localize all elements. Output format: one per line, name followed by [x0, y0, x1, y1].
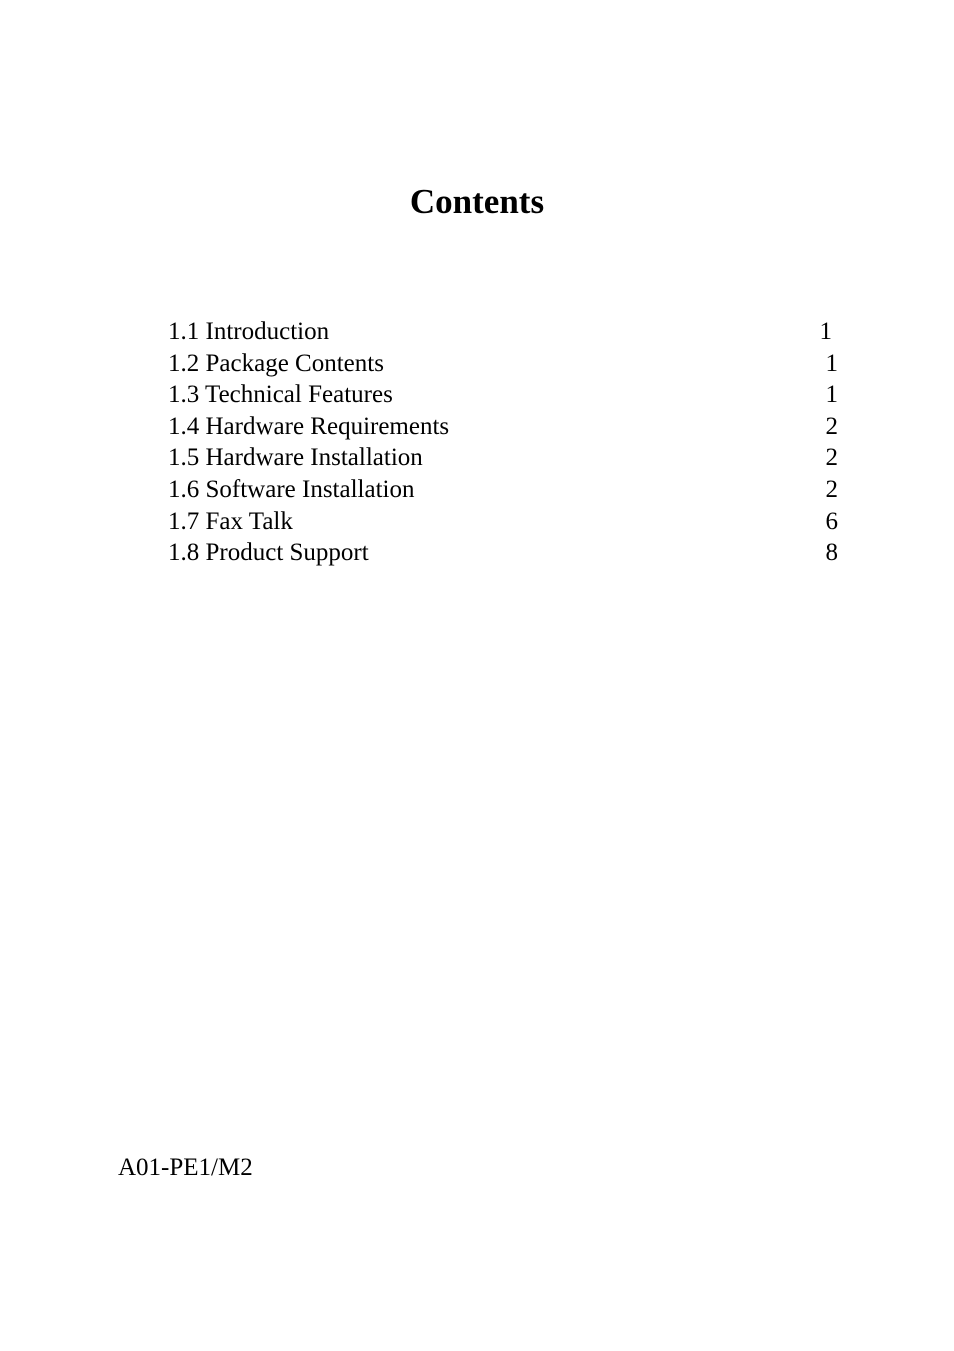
table-of-contents	[168, 316, 838, 569]
toc-entry-software-installation	[168, 474, 838, 506]
toc-entry-page: 2	[825, 444, 838, 472]
toc-entry-page: 8	[825, 539, 838, 567]
toc-entry-page: 2	[825, 475, 838, 503]
toc-entry-product-support	[168, 537, 838, 569]
toc-entry-page: 2	[825, 412, 838, 440]
toc-entry-introduction	[168, 316, 838, 348]
toc-entry-page: 6	[825, 507, 838, 535]
toc-entry-label: 1.8 Product Support	[168, 539, 369, 567]
toc-entry-page: 1	[825, 349, 838, 377]
toc-entry-package-contents	[168, 348, 838, 380]
toc-entry-label: 1.6 Software Installation	[168, 475, 415, 503]
toc-entry-label: 1.1 Introduction	[168, 318, 330, 345]
toc-entry-label: 1.2 Package Contents	[168, 349, 384, 377]
toc-entry-page: 1	[825, 381, 838, 409]
document-code: A01-PE1/M2	[118, 1154, 253, 1181]
toc-entry-fax-talk	[168, 506, 838, 538]
toc-entry-hardware-installation	[168, 442, 838, 474]
toc-entry-label: 1.4 Hardware Requirements	[168, 412, 450, 440]
toc-entry-label: 1.5 Hardware Installation	[168, 444, 423, 472]
toc-entry-technical-features	[168, 379, 838, 411]
toc-entry-hardware-requirements	[168, 411, 838, 443]
toc-entry-page: 1	[819, 318, 832, 345]
toc-entry-label: 1.3 Technical Features	[168, 381, 393, 409]
toc-entry-label: 1.7 Fax Talk	[168, 507, 293, 535]
page-title: Contents	[409, 182, 545, 221]
